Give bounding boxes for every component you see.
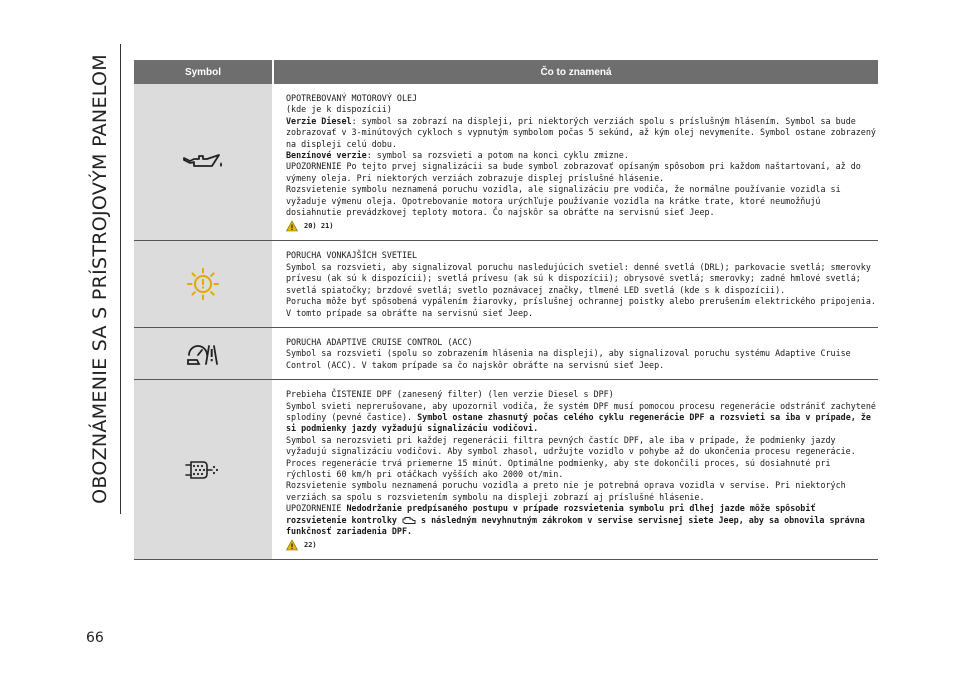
header-meaning: Čo to znamená: [272, 60, 878, 84]
row-title: PORUCHA VONKAJŠÍCH SVETIEL: [286, 250, 418, 261]
dpf-paragraph-2: Symbol sa nerozsvieti pri každej regenerácii filtra pevných častíc DPF, ale iba v prípade, že podmienky jazdy vyžadujú signalizáciu vodičovi. Aby symbol zhasol, udržujte vozidlo v pohybe až do ukončenia procesu regenerácie. Proces regenerácie trvá priemerne 15 minút. Optimálne podmienky, aby ste dokončili proces, sú dosiahnuté pri rýchlosti 60 km/h pri otáčkach vyšších ako 2000 ot/min.: [286, 434, 856, 479]
meaning-cell: [272, 380, 878, 559]
symbol-cell: [134, 380, 272, 559]
petrol-text: : symbol sa rozsvieti a potom na konci cyklu zmizne.: [366, 150, 629, 161]
diesel-label: Verzie Diesel: [286, 115, 352, 126]
warning-lights-table: [134, 60, 878, 560]
row-title: Prebieha ČISTENIE DPF (zanesený filter) (len verzie Diesel s DPF): [286, 389, 614, 400]
side-rule: [120, 44, 121, 514]
row-subtitle: (kde je k dispozícii): [286, 104, 392, 115]
reference-numbers: 20) 21): [304, 221, 334, 230]
dpf-text-1a: Symbol svieti neprerušovane, aby upozornil vodiča, že systém DPF musí pomocou procesu regenerácie odstrániť zachytené splodiny (pevné častice).: [286, 400, 876, 422]
warning-triangle-icon: [286, 539, 298, 551]
engine-check-icon: [402, 516, 416, 525]
row-text: Porucha môže byť spôsobená vypálením žiarovky, príslušnej ochrannej poistky alebo prerušením elektrického pripojenia. V tomto prípade sa obráťte na servisnú sieť Jeep.: [286, 296, 876, 318]
warning-triangle-icon: [286, 220, 298, 232]
row-text: Symbol sa rozsvieti, aby signalizoval poruchu nasledujúcich svetiel: denné svetlá (DRL); parkovacie svetlá; smerovky prívesu (ak sú k dispozícii); svetlá prívesu (ak sú k dispozícii); obrysové svetlá; smerovky; zadné hmlové svetlá; svetlá spiatočky; brzdové svetlá; svetlo poznávacej značky, tlmené LED svetlá (kde s k dispozícii).: [286, 261, 871, 295]
table-row-oil: [134, 84, 878, 241]
references: [286, 539, 876, 551]
warning-bold-1: Nedodržanie predpísaného postupu v prípade rozsvietenia symbolu pri dlhej jazde môže spôsobiť rozsvietenie kontrolky: [286, 503, 816, 525]
oil-can-icon: [181, 151, 225, 173]
reference-numbers: 22): [304, 540, 317, 549]
table-row-acc: [134, 328, 878, 380]
references: [286, 220, 876, 232]
adaptive-cruise-fault-icon: [185, 341, 221, 367]
side-chapter-title-text: OBOZNÁMENIE SA S PRÍSTROJOVÝM PANELOM: [89, 54, 111, 504]
petrol-label: Benzínové verzie: [286, 150, 367, 161]
petrol-paragraph: [286, 150, 876, 161]
symbol-cell: [134, 328, 272, 379]
meaning-cell: [272, 328, 878, 379]
meaning-cell: [272, 241, 878, 326]
row-title: PORUCHA ADAPTIVE CRUISE CONTROL (ACC): [286, 336, 473, 347]
row-text: Symbol sa rozsvieti (spolu so zobrazením hlásenia na displeji), aby signalizoval poruchu systému Adaptive Cruise Control (ACC). V takom prípade sa čo najskôr obráťte na servisnú sieť Jeep.: [286, 348, 851, 370]
dpf-warning: [286, 503, 876, 537]
exterior-light-fault-icon: [186, 267, 220, 301]
dpf-filter-icon: [185, 459, 221, 481]
table-header: [134, 60, 878, 84]
side-chapter-title: [80, 44, 120, 514]
row-title: OPOTREBOVANÝ MOTOROVÝ OLEJ: [286, 93, 418, 103]
lighting-paragraph: Rozsvietenie symbolu neznamená poruchu vozidla, ale signalizáciu pre vodiča, že normálne používanie vozidla si vyžaduje výmenu oleja. Opotrebovanie motora urýchľuje používanie vozidla na krátke trate, ktoré neumožňujú dosiahnutie prevádzkovej teploty motora. Čo najskôr sa obráťte na servisnú sieť Jeep.: [286, 184, 841, 218]
header-symbol: Symbol: [184, 66, 222, 78]
warning-label: UPOZORNENIE: [286, 503, 342, 514]
symbol-cell: [134, 241, 272, 326]
page-number: 66: [86, 630, 104, 646]
dpf-paragraph-1: [286, 401, 876, 435]
dpf-paragraph-3: Rozsvietenie symbolu neznamená poruchu vozidla a preto nie je potrebná oprava vozidla v servise. Pri niektorých verziách sa spolu s rozsvietením symbolu na displeji zobrazí aj príslušné hlásenie.: [286, 480, 846, 502]
table-row-exterior-lights: [134, 241, 878, 327]
symbol-cell: [134, 84, 272, 240]
diesel-text: : symbol sa zobrazí na displeji, pri niektorých verziách spolu s príslušným hlásením. Symbol sa bude zobrazovať v 3-minútových cykloch s vypnutým symbolom počas 5 sekúnd, až kým olej nevymeníte. Symbol ostane zobrazený na displeji celú dobu.: [286, 115, 876, 149]
dpf-text-1b: Symbol ostane zhasnutý počas celého cyklu regenerácie DPF a rozsvieti sa iba v prípade, že si podmienky jazdy vyžadujú signalizáciu vodičovi.: [286, 411, 871, 434]
table-row-dpf: [134, 380, 878, 560]
diesel-paragraph: [286, 116, 876, 150]
warning-bold-2: s následným nevyhnutným zákrokom v servise servisnej siete Jeep, aby sa obnovila správna funkčnosť zariadenia DPF.: [286, 514, 865, 536]
meaning-cell: [272, 84, 878, 240]
warning-paragraph: UPOZORNENIE Po tejto prvej signalizácii sa bude symbol zobrazovať opísaným spôsobom pri každom naštartovaní, až do výmeny oleja. Pri niektorých verziách zobrazuje displej príslušné hlásenie.: [286, 161, 861, 183]
